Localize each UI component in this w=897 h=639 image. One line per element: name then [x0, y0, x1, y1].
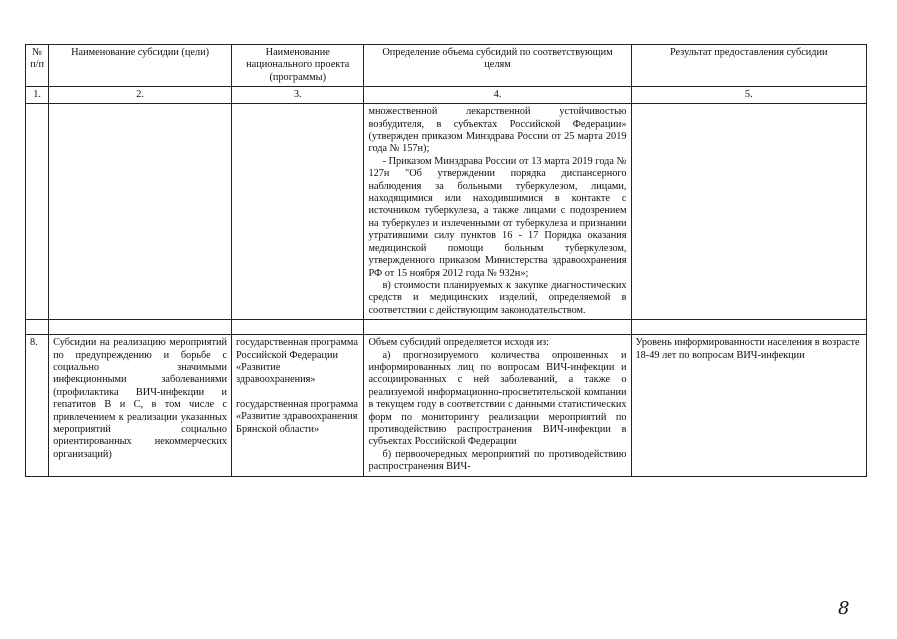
- paragraph: а) прогнозируемого количества опрошенных и информированных лиц по вопросам ВИЧ-инфекции и ассоциированных с ней заболеваний, а также о реализуемой информационно-просветительской компании в текущем году в соответствии с данными статистических форм по мониторингу реализации мероприятий по противодействию распространения ВИЧ-инфекции в субъектах Российской Федерации: [368, 349, 627, 448]
- table-row-continued: [26, 104, 867, 320]
- cell-volume-definition: [364, 335, 631, 476]
- header-number: № п/п: [26, 45, 49, 87]
- header-volume-definition: Определение объема субсидий по соответствующим целям: [364, 45, 631, 87]
- column-number: 4.: [364, 87, 631, 104]
- header-row: [26, 45, 867, 87]
- page-number: 8: [838, 598, 850, 619]
- table-row-8: [26, 335, 867, 476]
- paragraph: Объем субсидий определяется исходя из:: [368, 337, 550, 349]
- paragraph: - Приказом Минздрава России от 13 марта 2019 года № 127н "Об утверждении порядка диспансерного наблюдения за больными туберкулезом, лицами, находящимися или находившимися в контакте с источником туберкулеза, а также лицами с подозрением на туберкулез и излеченными от туберкулеза и признании утратившими силу пунктов 16 - 17 Порядка оказания медицинской помощи больным туберкулезом, утвержденного приказом Министерства здравоохранения РФ от 15 ноября 2012 года № 932н»;: [368, 155, 627, 279]
- column-number: 1.: [26, 87, 49, 104]
- column-number: 5.: [631, 87, 867, 104]
- paragraph: государственная программа «Развитие здравоохранения Брянской области»: [236, 398, 358, 435]
- header-project-name: Наименование национального проекта (программы): [232, 45, 364, 87]
- paragraph: б) первоочередных мероприятий по противодействию распространения ВИЧ-: [368, 448, 627, 473]
- paragraph: множественной лекарственной устойчивостью возбудителя, в субъектах Российской Федерации» (утвержден приказом Минздрава России от 25 марта 2019 года № 157н);: [368, 106, 627, 155]
- spacer-row: [26, 320, 867, 335]
- column-number-row: [26, 87, 867, 104]
- cell-result: Уровень информированности населения в возрасте 18-49 лет по вопросам ВИЧ-инфекции: [631, 335, 867, 476]
- cell-project-name: [232, 335, 364, 476]
- cell-row-number: 8.: [26, 335, 49, 476]
- paragraph: государственная программа Российской Федерации «Развитие здравоохранения»: [236, 337, 358, 386]
- cell-volume-definition: [364, 104, 631, 320]
- header-result: Результат предоставления субсидии: [631, 45, 867, 87]
- column-number: 3.: [232, 87, 364, 104]
- subsidy-table: [25, 44, 867, 477]
- cell-subsidy-name: Субсидии на реализацию мероприятий по предупреждению и борьбе с социально значимыми инфекционными заболеваниями (профилактика ВИЧ-инфекции и гепатитов В и С, в том числе с привлечением к реализации указанных мероприятий социально ориентированных некоммерческих организаций): [49, 335, 232, 476]
- column-number: 2.: [49, 87, 232, 104]
- paragraph: в) стоимости планируемых к закупке диагностических средств и медицинских изделий, определяемой в соответствии с действующим законодательством.: [368, 279, 627, 316]
- header-subsidy-name: Наименование субсидии (цели): [49, 45, 232, 87]
